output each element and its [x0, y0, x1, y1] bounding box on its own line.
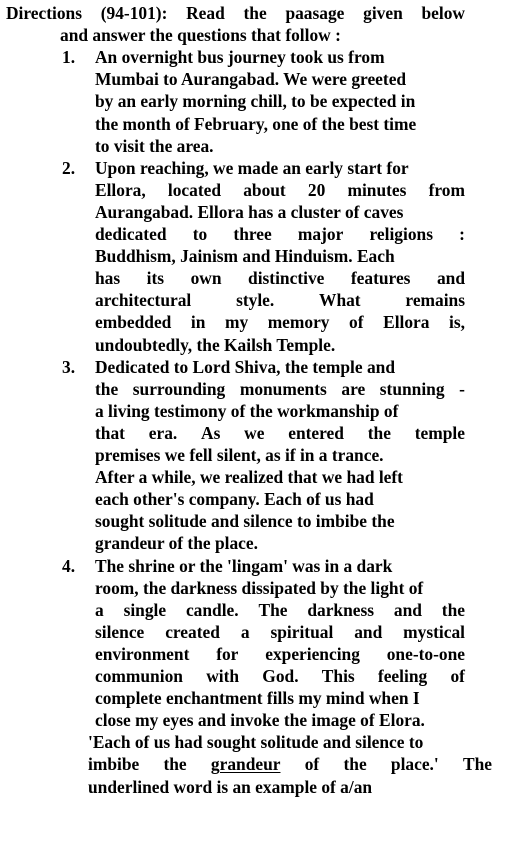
paragraph-4-line	[95, 643, 465, 665]
paragraph-4-line	[95, 621, 465, 643]
word: the	[95, 378, 119, 399]
word: the	[367, 422, 391, 443]
word: the	[163, 754, 187, 775]
paragraph-2-line	[95, 179, 465, 201]
word: The	[258, 599, 288, 620]
word: from	[428, 179, 465, 200]
word: mystical	[403, 621, 465, 642]
word: embedded	[95, 312, 172, 333]
paragraph-1-line: the month of February, one of the best time	[95, 113, 417, 134]
word: with	[206, 666, 240, 686]
word: major	[297, 224, 344, 244]
word: features	[350, 268, 411, 289]
word: and	[393, 599, 422, 620]
paragraph-1-line: by an early morning chill, to be expected in	[95, 91, 416, 112]
question-line: 'Each of us had sought solitude and silence to	[88, 732, 424, 753]
word: experiencing	[265, 643, 360, 664]
word: about	[243, 179, 286, 200]
paragraph-2-line	[95, 311, 465, 333]
word: darkness	[307, 599, 375, 620]
word: What	[319, 290, 361, 311]
paragraph-2-line: Buddhism, Jainism and Hinduism. Each	[95, 246, 395, 267]
paragraph-number: 1.	[62, 47, 76, 68]
word: era.	[148, 422, 178, 443]
word: The	[463, 754, 492, 775]
word: its	[146, 268, 165, 289]
word: a	[95, 599, 104, 620]
paragraph-3-line: each other's company. Each of us had	[95, 489, 374, 510]
word: located	[167, 179, 222, 200]
paragraph-number: 4.	[62, 555, 76, 576]
word: a	[240, 621, 250, 642]
word: minutes	[347, 179, 407, 200]
paragraph-3-line: a living testimony of the workmanship of	[95, 400, 399, 421]
paragraph-3-line: Dedicated to Lord Shiva, the temple and	[95, 356, 395, 377]
word: one-to-one	[386, 643, 465, 664]
word: feeling	[377, 666, 428, 686]
word: distinctive	[248, 268, 325, 289]
paragraph-4-line: room, the darkness dissipated by the light of	[95, 577, 424, 598]
word: Read	[186, 3, 225, 23]
word: place.'	[390, 754, 439, 775]
paragraph-4-line: The shrine or the 'lingam' was in a dark	[95, 555, 393, 576]
directions-heading	[6, 2, 465, 24]
paragraph-3-line: After a while, we realized that we had left	[95, 467, 403, 488]
word: silence	[95, 621, 145, 642]
word: the	[343, 754, 367, 775]
word: of	[450, 666, 465, 686]
word: 20	[307, 179, 326, 200]
paragraph-4-line: complete enchantment fills my mind when I	[95, 688, 420, 709]
paragraph-3-line: premises we fell silent, as if in a trance.	[95, 445, 384, 465]
word: of	[349, 312, 364, 333]
underlined-word: grandeur	[210, 754, 281, 775]
word: surrounding	[132, 378, 226, 399]
word: are	[341, 378, 366, 399]
word: God.	[262, 666, 299, 686]
paragraph-2-line: Upon reaching, we made an early start for	[95, 157, 409, 178]
word: the	[243, 3, 267, 23]
word: communion	[95, 666, 183, 686]
word: that	[95, 422, 125, 443]
paragraph-2-line	[95, 289, 465, 311]
word: spiritual	[270, 621, 334, 642]
paragraph-2-line	[95, 267, 465, 289]
word: single	[123, 599, 167, 620]
word: As	[201, 422, 221, 443]
word: temple	[414, 422, 465, 443]
paragraph-number: 2.	[62, 157, 76, 178]
word: remains	[405, 290, 465, 311]
word: has	[95, 268, 121, 289]
word: :	[459, 224, 465, 244]
word: below	[421, 3, 465, 23]
word: and	[354, 621, 383, 642]
paragraph-1-line: An overnight bus journey took us from	[95, 47, 385, 68]
paragraph-3-line: sought solitude and silence to imbibe the	[95, 511, 395, 532]
question-line	[88, 753, 492, 775]
word: Directions	[6, 3, 82, 23]
word: the	[441, 599, 465, 620]
word: religions	[369, 224, 433, 244]
word: This	[321, 666, 355, 686]
paragraph-4-line	[95, 599, 465, 621]
word: paasage	[285, 3, 345, 23]
word: environment	[95, 643, 190, 664]
word: monuments	[239, 378, 327, 399]
word: my	[224, 312, 249, 333]
word: stunning	[379, 378, 445, 399]
directions-heading-cont: and answer the questions that follow :	[60, 25, 341, 46]
word: we	[244, 422, 265, 443]
word: of	[304, 754, 320, 775]
word: Ellora	[383, 312, 430, 333]
word: (94-101):	[100, 3, 168, 23]
word: own	[190, 268, 222, 289]
word: in	[190, 312, 206, 333]
paragraph-2-line: Aurangabad. Ellora has a cluster of caves	[95, 201, 404, 222]
word: given	[363, 3, 403, 23]
word: for	[216, 643, 239, 664]
paragraph-1-line: to visit the area.	[95, 135, 214, 156]
word: memory	[267, 312, 330, 333]
paragraph-3-line	[95, 378, 465, 400]
paragraph-2-line	[95, 223, 465, 245]
word: is,	[449, 312, 465, 333]
paragraph-4-line	[95, 665, 465, 687]
word: dedicated	[95, 224, 167, 244]
question-line: underlined word is an example of a/an	[88, 776, 373, 797]
paragraph-number: 3.	[62, 356, 76, 377]
paragraph-3-line: grandeur of the place.	[95, 533, 258, 554]
word: architectural	[95, 290, 192, 311]
paragraph-3-line	[95, 422, 465, 444]
word: imbibe	[88, 754, 140, 775]
word: and	[436, 268, 465, 289]
word: style.	[236, 290, 275, 311]
word: Ellora,	[95, 179, 146, 200]
paragraph-2-line: undoubtedly, the Kailsh Temple.	[95, 334, 336, 355]
paragraph-1-line: Mumbai to Aurangabad. We were greeted	[95, 69, 407, 90]
word: candle.	[185, 599, 239, 620]
word: created	[165, 621, 220, 642]
word: -	[459, 378, 465, 399]
paragraph-4-line: close my eyes and invoke the image of Elora.	[95, 710, 425, 731]
word: entered	[288, 422, 344, 443]
word: three	[233, 224, 272, 244]
word: to	[192, 224, 208, 244]
